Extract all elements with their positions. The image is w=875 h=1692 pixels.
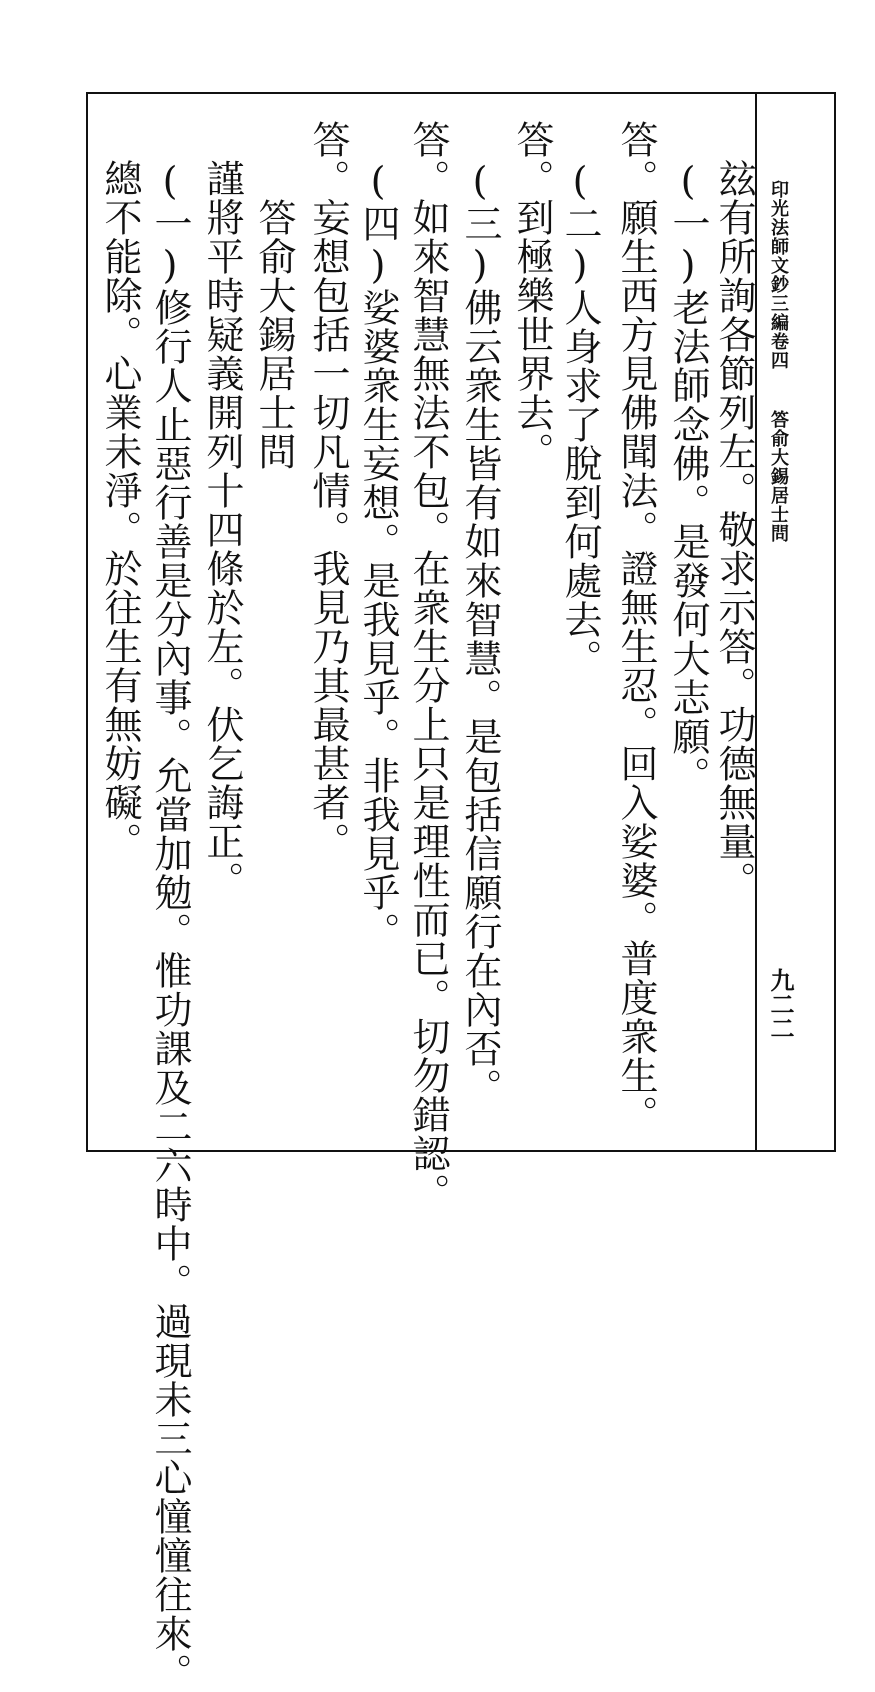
- text-column-1: 玆有所詢各節列左。敬求示答。功德無量。: [712, 120, 756, 900]
- text-column-2: (一)老法師念佛。是發何大志願。: [666, 120, 710, 795]
- text-column-8: (四)娑婆衆生妄想。是我見乎。非我見乎。: [356, 120, 400, 951]
- text-column-4: (二)人身求了脫到何處去。: [558, 120, 602, 678]
- text-column-12: 謹將平時疑義開列十四條於左。伏乞誨正。: [200, 120, 244, 900]
- page-number: 九二二: [766, 968, 795, 1040]
- running-head: [760, 180, 796, 543]
- text-column-3: 答。願生西方見佛聞法。證無生忍。回入娑婆。普度衆生。: [614, 120, 658, 1134]
- text-column-9: 答。妄想包括一切凡情。我見乃其最甚者。: [306, 120, 350, 861]
- section-heading: 答俞大錫居士問: [252, 120, 296, 471]
- text-column-14: 總不能除。心業未淨。於往生有無妨礙。: [98, 120, 142, 861]
- running-head-book-title: 印光法師文鈔三編卷四: [768, 180, 789, 370]
- running-head-section-title: 答俞大錫居士問: [768, 410, 789, 543]
- text-column-6: (三)佛云衆生皆有如來智慧。是包括信願行在內否。: [458, 120, 502, 1107]
- text-column-5: 答。到極樂世界去。: [510, 120, 554, 471]
- text-column-13: (一)修行人止惡行善是分內事。允當加勉。惟功課及二六時中。過現未三心憧憧往來。: [148, 120, 192, 1692]
- text-column-7: 答。如來智慧無法不包。在衆生分上只是理性而已。切勿錯認。: [406, 120, 450, 1212]
